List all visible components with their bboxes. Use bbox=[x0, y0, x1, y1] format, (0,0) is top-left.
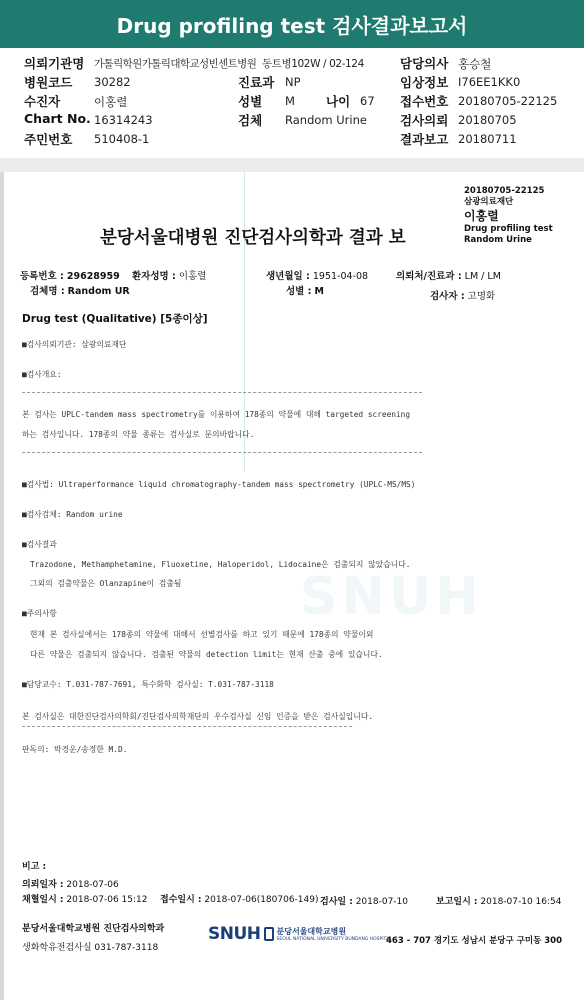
clinical-value: I76EE1KK0 bbox=[458, 75, 521, 89]
document-title: 분당서울대병원 진단검사의학과 결과 보 bbox=[100, 228, 406, 248]
institution-value: 가톨릭학원가톨릭대학교성빈센트병원 bbox=[94, 58, 257, 70]
snuh-logo bbox=[208, 924, 392, 944]
patient-label: 환자성명 : bbox=[132, 271, 176, 282]
clinical-label: 임상정보 bbox=[400, 75, 449, 90]
receipt-value: 20180705-22125 bbox=[458, 94, 558, 108]
sticker-receipt-no: 20180705-22125 bbox=[464, 186, 545, 196]
collect-label: 채혈일시 : bbox=[22, 895, 64, 905]
hospital-code-value: 30282 bbox=[94, 75, 131, 89]
dashed-divider bbox=[22, 392, 422, 393]
report-date-value: 2018-07-10 16:54 bbox=[480, 897, 562, 907]
snuh-logo-mark bbox=[264, 927, 274, 941]
org-line-2: 생화학유전검사실 031-787-3118 bbox=[22, 943, 159, 953]
req-dept-value: LM / LM bbox=[464, 271, 501, 282]
rrn-label: 주민번호 bbox=[24, 132, 73, 147]
doc-sex-label: 성별 : bbox=[286, 286, 312, 297]
snuh-watermark: SNUH bbox=[300, 567, 483, 627]
doctor-value: 홍승철 bbox=[458, 57, 492, 71]
reader-line: 판독의: 박경운/송정한 M.D. bbox=[22, 745, 128, 754]
snuh-logo-name: 분당서울대학교병원 bbox=[276, 926, 347, 936]
page-edge bbox=[0, 172, 4, 1000]
lab-institution-line: ■검사의뢰기관: 삼광의료재단 bbox=[22, 340, 127, 349]
specimen-label-sticker bbox=[464, 186, 576, 246]
doc-sex-value: M bbox=[314, 286, 324, 297]
collect-value: 2018-07-06 15:12 bbox=[66, 895, 148, 905]
result-heading: ■검사결과 bbox=[22, 540, 57, 549]
request-date-label: 의뢰일자 : bbox=[22, 880, 64, 890]
note-label: 비고 : bbox=[22, 862, 47, 872]
request-value: 20180705 bbox=[458, 113, 517, 127]
caution-line-1: 현재 본 검사실에서는 178종의 약물에 대해서 선별검사를 하고 있기 때문에 178종의 약물이외 bbox=[30, 630, 374, 639]
accreditation-line: 본 검사실은 대한진단검사의학회/진단검사의학재단의 우수검사실 신임 인증을 받은 검사실입니다. bbox=[22, 712, 374, 721]
contact-line: ■담당교수: T.031-787-7691, 특수화학 검사실: T.031-787-3118 bbox=[22, 680, 274, 689]
report-date-label: 보고일시 : bbox=[436, 897, 478, 907]
snuh-logo-sub: SEOUL NATIONAL UNIVERSITY BUNDANG HOSPITAL bbox=[276, 936, 392, 942]
footer-receipt-label: 접수일시 : bbox=[160, 895, 202, 905]
result-line-1: Trazodone, Methamphetamine, Fluoxetine, Haloperidol, Lidocaine은 검출되지 않았습니다. bbox=[30, 560, 411, 569]
scanned-report-document bbox=[0, 172, 584, 1000]
chart-value: 16314243 bbox=[94, 113, 153, 127]
receipt-label: 접수번호 bbox=[400, 94, 449, 109]
examinee-label: 수진자 bbox=[24, 94, 61, 109]
overview-line-2: 하는 검사입니다. 178종의 약물 종류는 검사실로 문의바랍니다. bbox=[22, 430, 255, 439]
hospital-code-label: 병원코드 bbox=[24, 75, 73, 90]
request-date-value: 2018-07-06 bbox=[66, 880, 119, 890]
specimen-value: Random Urine bbox=[285, 113, 367, 127]
institution-label: 의뢰기관명 bbox=[24, 56, 85, 71]
org-line-1: 분당서울대학교병원 진단검사의학과 bbox=[22, 924, 165, 934]
ward-value: 동트병102W / 02-124 bbox=[262, 58, 364, 70]
request-label: 검사의뢰 bbox=[400, 113, 449, 128]
req-dept-label: 의뢰처/진료과 : bbox=[396, 271, 462, 282]
patient-value: 이홍렬 bbox=[178, 271, 207, 282]
chart-label: Chart No. bbox=[24, 111, 91, 126]
sex-value: M bbox=[285, 94, 295, 108]
result-line-2: 그외의 검출약물은 Olanzapine이 검출됨 bbox=[30, 579, 182, 588]
age-label: 나이 bbox=[326, 94, 351, 109]
dept-value: NP bbox=[285, 75, 301, 89]
hospital-address: 463 - 707 경기도 성남시 분당구 구미동 300 bbox=[386, 936, 563, 946]
report-label: 결과보고 bbox=[400, 132, 449, 147]
rrn-value: 510408-1 bbox=[94, 132, 150, 146]
sticker-org: 삼광의료재단 bbox=[464, 197, 514, 207]
sticker-patient: 이홍렬 bbox=[464, 209, 499, 223]
section-title: Drug test (Qualitative) [5종이상] bbox=[22, 313, 208, 325]
sticker-specimen: Random Urine bbox=[464, 235, 532, 245]
examinee-value: 이홍렬 bbox=[94, 95, 128, 109]
snuh-logo-text: SNUH bbox=[208, 924, 261, 944]
report-header bbox=[0, 0, 584, 48]
birth-label: 생년월일 : bbox=[266, 271, 310, 282]
dashed-divider bbox=[22, 452, 422, 453]
specimen-label: 검체 bbox=[238, 113, 263, 128]
reg-no-value: 29628959 bbox=[66, 271, 120, 282]
dashed-divider bbox=[22, 726, 352, 727]
reg-no-label: 등록번호 : bbox=[20, 271, 64, 282]
dept-label: 진료과 bbox=[238, 75, 275, 90]
doc-specimen-value: Random UR bbox=[67, 286, 130, 297]
sex-label: 성별 bbox=[238, 94, 263, 109]
overview-line-1: 본 검사는 UPLC-tandem mass spectrometry를 이용하여 178종의 약물에 대해 targeted screening bbox=[22, 410, 411, 419]
tester-label: 검사자 : bbox=[430, 291, 465, 302]
method-line: ■검사법: Ultraperformance liquid chromatography-tandem mass spectrometry (UPLC-MS/MS) bbox=[22, 480, 416, 489]
doc-specimen-label: 검체명 : bbox=[30, 286, 65, 297]
tester-value: 고명화 bbox=[467, 291, 496, 302]
caution-line-2: 다른 약물은 검출되지 않습니다. 검출된 약물의 detection limit는 현재 산출 중에 있습니다. bbox=[30, 650, 383, 659]
birth-value: 1951-04-08 bbox=[312, 271, 369, 282]
age-value: 67 bbox=[360, 94, 375, 108]
caution-heading: ■주의사항 bbox=[22, 609, 57, 618]
doctor-label: 담당의사 bbox=[400, 56, 449, 71]
report-title: Drug profiling test 검사결과보고서 bbox=[116, 13, 468, 38]
test-date-label: 검사일 : bbox=[320, 897, 353, 907]
footer-receipt-value: 2018-07-06(180706-149) bbox=[204, 895, 319, 905]
report-value: 20180711 bbox=[458, 132, 517, 146]
scan-line bbox=[244, 172, 245, 472]
overview-heading: ■검사개요: bbox=[22, 370, 62, 379]
patient-info-panel bbox=[0, 48, 584, 158]
divider-band bbox=[0, 158, 584, 172]
sticker-test: Drug profiling test bbox=[464, 224, 553, 234]
specimen-line: ■검사검체: Random urine bbox=[22, 510, 123, 519]
test-date-value: 2018-07-10 bbox=[355, 897, 409, 907]
